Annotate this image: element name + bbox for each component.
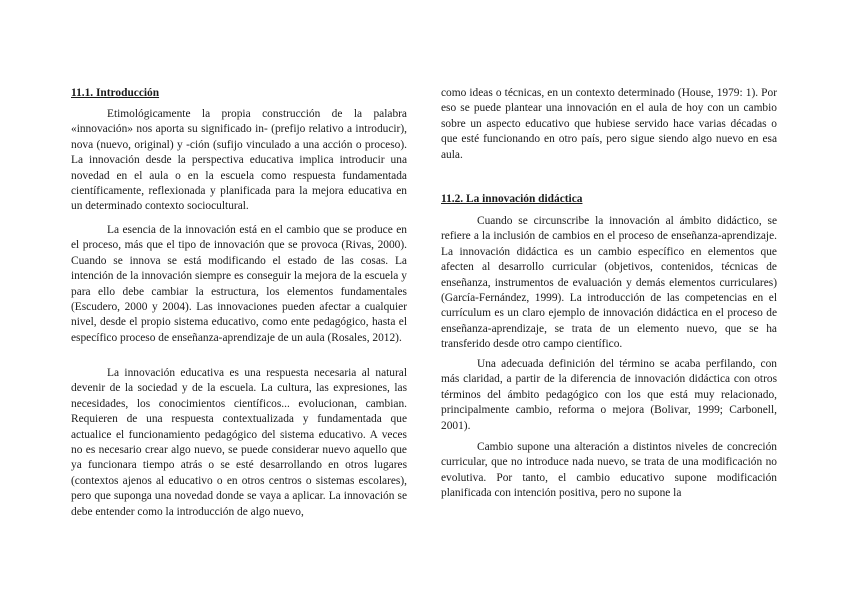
paragraph-cambio: Cambio supone una alteración a distintos niveles de concreción curricular, que no introduce nada nuevo, se trata de una modificación no evolutiva. Por tanto, el cambio educativo supone modificación planificada con intención positiva, pero no supone la xyxy=(441,441,777,500)
paragraph-innovacion-educativa: La innovación educativa es una respuesta necesaria al natural devenir de la sociedad y de la escuela. La cultura, las expresiones, las necesidades, los conocimientos científicos... evolucionan, cambian. Requieren de una respuesta contextualizada y fundamentada que actualice el funcionamiento pedagógico del sistema educativo. A veces no es necesario crear algo nuevo, se puede considerar nuevo aquello que ya funcionara tiempo atrás o se esté desarrollando en otros lugares (contextos ajenos al educativo o en otros centros o sistemas escolares), pero que suponga una novedad donde se vaya a aplicar. La innovación se debe entender como la introducción de algo nuevo, xyxy=(71,367,407,518)
paragraph-definicion-termino: Una adecuada definición del término se acaba perfilando, con más claridad, a partir de la diferencia de innovación didáctica con otros términos del ámbito pedagógico con los que está muy relacionado, principalmente cambio, reforma o mejora (Bolivar, 1999; Carbonell, 2001). xyxy=(441,358,777,432)
section-heading-introduccion: 11.1. Introducción xyxy=(71,87,160,99)
paragraph-ambito-didactico: Cuando se circunscribe la innovación al ámbito didáctico, se refiere a la inclusión de cambios en el proceso de enseñanza-aprendizaje. La innovación didáctica es un cambio específico en elementos que afecten al desarrollo curricular (objetivos, contenidos, técnicas de enseñanza, instrumentos de evaluación y demás elementos curriculares) (García-Fernández, 1999). La introducción de las competencias en el currículum es un claro ejemplo de innovación didáctica en el proceso de enseñanza-aprendizaje, se trata de un elemento nuevo, que se ha transferido desde otro campo científico. xyxy=(441,215,777,351)
paragraph-continuation: como ideas o técnicas, en un contexto determinado (House, 1979: 1). Por eso se puede plantear una innovación en el aula de hoy con un cambio sobre un aspecto educativo que hubiese servido hace varias décadas o que esté funcionando en otro país, pero sigue siendo algo nuevo en esa aula. xyxy=(441,87,777,161)
paragraph-esencia-innovacion: La esencia de la innovación está en el cambio que se produce en el proceso, más que el tipo de innovación que se provoca (Rivas, 2000). Cuando se innova se está modificando el estado de las cosas. La intención de la innovación siempre es conseguir la mejora de la escuela y para ello debe cambiar la estructura, los elementos fundamentales (Escudero, 2000 y 2004). Las innovaciones pueden afectar a cualquier nivel, desde el propio sistema educativo, como ente pedagógico, hasta el específico proceso de enseñanza-aprendizaje de un aula (Rosales, 2012). xyxy=(71,224,407,344)
section-heading-innovacion-didactica: 11.2. La innovación didáctica xyxy=(441,193,583,205)
paragraph-etimologia: Etimológicamente la propia construcción de la palabra «innovación» nos aporta su significado in- (prefijo relativo a introducir), nova (nuevo, original) y -ción (sufijo vinculado a una acción o proceso). La innovación desde la perspectiva educativa implica introducir una novedad en el aula o en la escuela como respuesta fundamentada científicamente, reflexionada y planificada para la mejora educativa en un determinado contexto sociocultural. xyxy=(71,108,407,213)
